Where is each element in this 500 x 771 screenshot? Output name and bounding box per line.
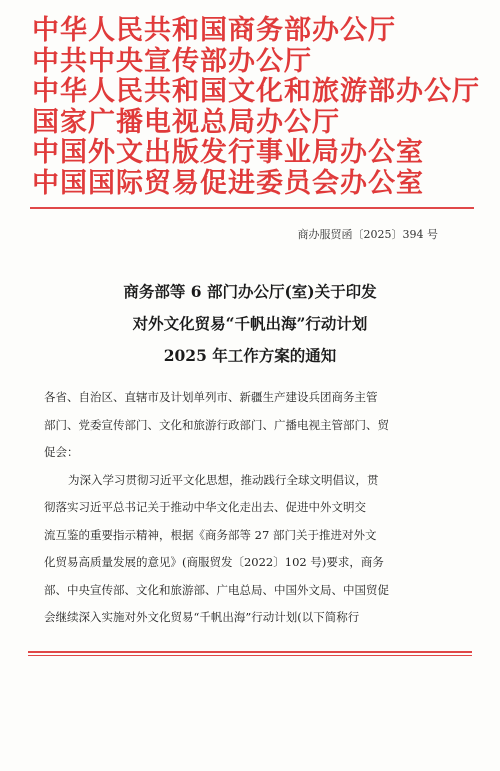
paragraph-line: 为深入学习贯彻习近平文化思想，推动践行全球文明倡议，贯	[68, 472, 379, 487]
footer-divider-thick	[28, 651, 472, 653]
issuing-agency: 中共中央宣传部办公厅	[32, 45, 312, 77]
paragraph-line: 会继续深入实施对外文化贸易“千帆出海”行动计划(以下简称行	[44, 610, 360, 624]
addressee-line: 各省、自治区、直辖市及计划单列市、新疆生产建设兵团商务主管	[44, 390, 378, 404]
paragraph-line: 化贸易高质量发展的意见》(商服贸发〔2022〕102 号)要求，商务	[44, 555, 384, 569]
issuing-agency: 中国国际贸易促进委员会办公室	[32, 167, 424, 199]
addressee-line: 部门、党委宣传部门、文化和旅游行政部门、广播电视主管部门、贸	[44, 417, 389, 432]
document-number: 商办服贸函〔2025〕394 号	[297, 228, 438, 241]
document-body	[44, 384, 460, 632]
addressee-line: 促会：	[44, 445, 79, 459]
issuing-agency: 中华人民共和国商务部办公厅	[32, 15, 396, 46]
footer-divider-thin	[28, 655, 472, 656]
title-line: 对外文化贸易“千帆出海”行动计划	[132, 314, 368, 333]
issuing-agencies-header	[32, 15, 480, 199]
issuing-agency: 中华人民共和国文化和旅游部办公厅	[32, 76, 480, 107]
header-divider	[30, 207, 474, 209]
paragraph-line: 彻落实习近平总书记关于推动中华文化走出去、促进中外文明交	[44, 500, 366, 514]
title-line: 2025 年工作方案的通知	[163, 346, 337, 365]
paragraph-line: 流互鉴的重要指示精神，根据《商务部等 27 部门关于推进对外文	[44, 527, 377, 542]
title-line: 商务部等 6 部门办公厅(室)关于印发	[123, 282, 377, 301]
issuing-agency: 中国外文出版发行事业局办公室	[32, 137, 424, 168]
document-title	[40, 276, 460, 372]
paragraph-line: 部、中央宣传部、文化和旅游部、广电总局、中国外文局、中国贸促	[44, 582, 389, 597]
issuing-agency: 国家广播电视总局办公厅	[32, 106, 340, 138]
